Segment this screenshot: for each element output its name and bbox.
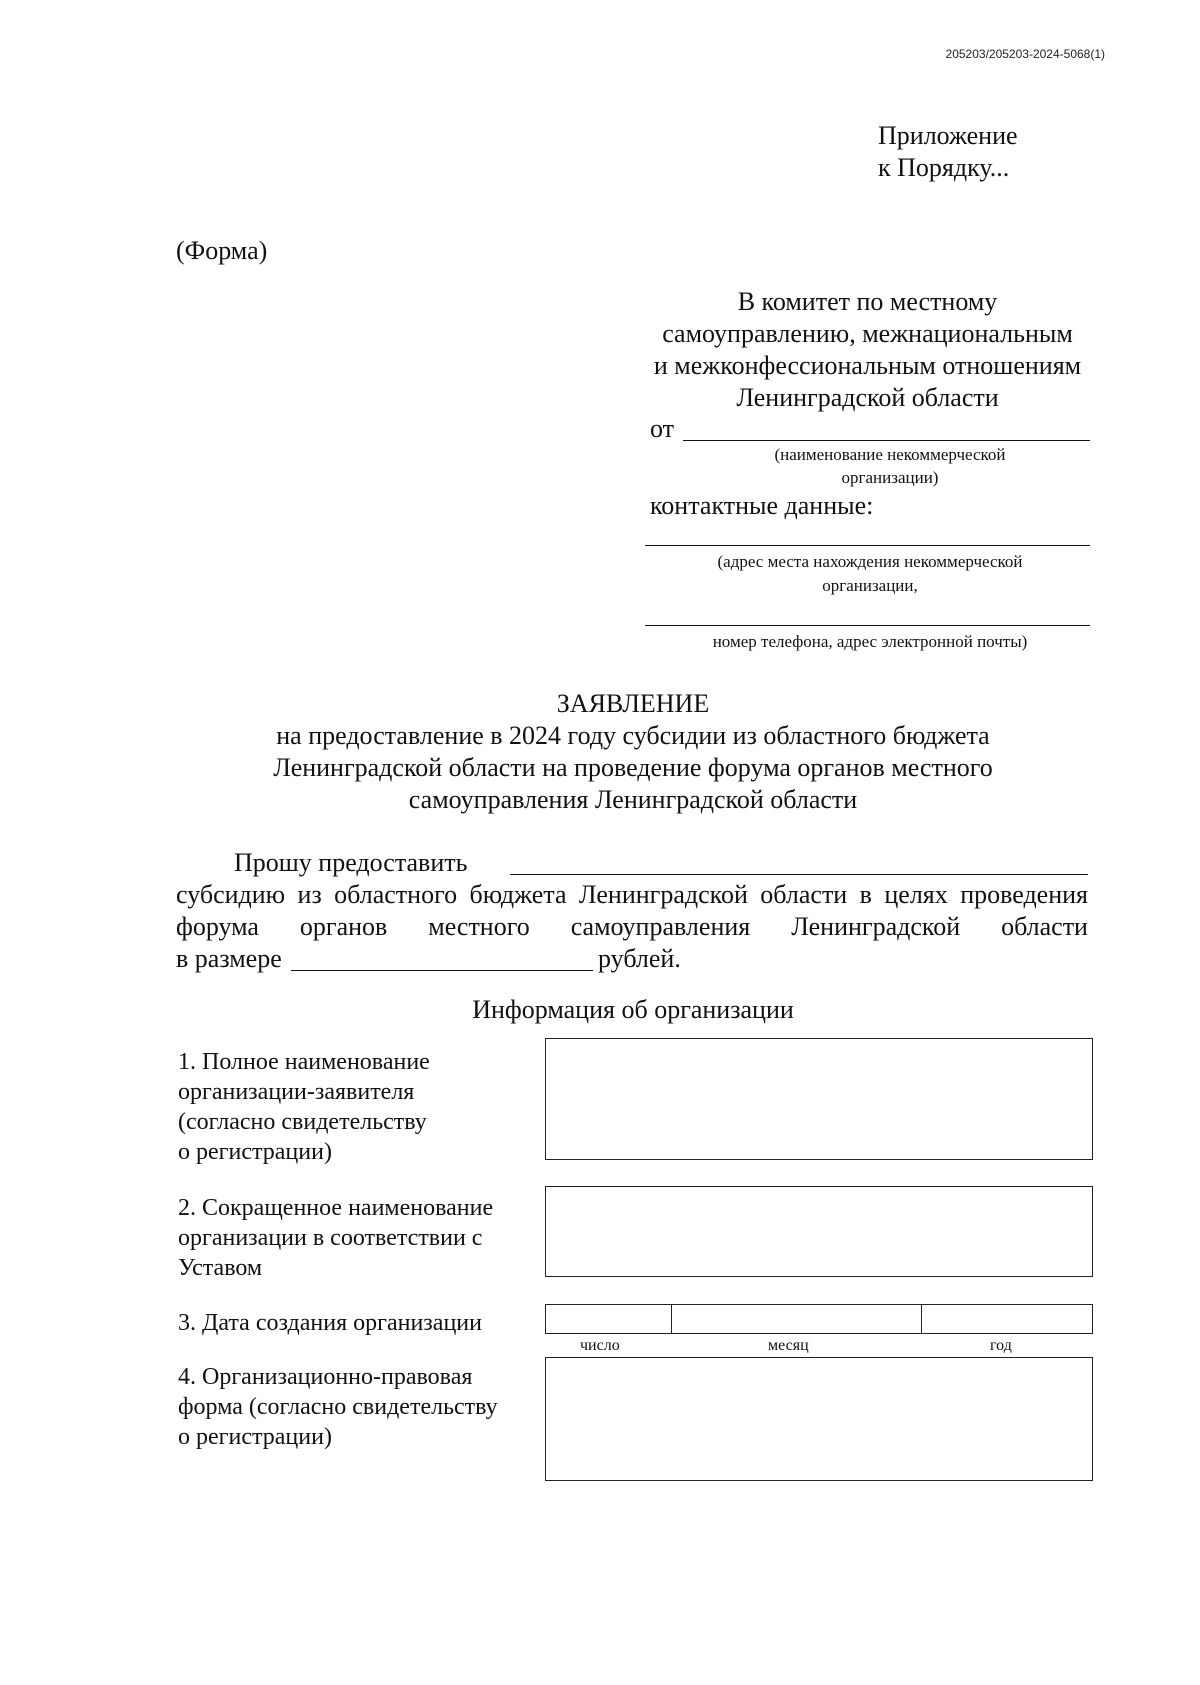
address-field[interactable]: [645, 545, 1090, 546]
request-text: субсидию из областного бюджета Ленинградской области в целях проведения: [176, 880, 1088, 909]
field-label: Уставом: [178, 1255, 263, 1281]
amount-prefix: в размере: [176, 944, 282, 973]
recipient-field[interactable]: [510, 874, 1088, 875]
from-label: от: [650, 414, 675, 443]
date-day-cell[interactable]: [546, 1305, 670, 1333]
org-name-hint: организации): [841, 468, 939, 487]
address-hint: организации,: [822, 576, 918, 595]
full-name-input[interactable]: [545, 1038, 1093, 1160]
request-word: Ленинградской: [791, 912, 961, 941]
addressee-line: и межконфессиональным отношениям: [653, 351, 1082, 380]
request-label: Прошу предоставить: [234, 848, 468, 877]
field-label: о регистрации): [178, 1139, 332, 1165]
request-word: местного: [428, 912, 530, 941]
field-label: 4. Организационно-правовая: [178, 1364, 473, 1390]
request-word: органов: [299, 912, 388, 941]
field-label: о регистрации): [178, 1424, 332, 1450]
request-text-justified: [176, 911, 1088, 943]
request-word: самоуправления: [570, 912, 751, 941]
date-year-cell[interactable]: [921, 1305, 1091, 1333]
phone-email-field[interactable]: [645, 625, 1090, 626]
date-day-label: число: [580, 1337, 620, 1354]
org-name-field[interactable]: [683, 440, 1090, 441]
field-label: 2. Сокращенное наименование: [178, 1195, 494, 1221]
amount-field[interactable]: [291, 970, 593, 971]
field-label: организации в соответствии с: [178, 1225, 483, 1251]
contacts-label: контактные данные:: [650, 491, 874, 520]
appendix-reference: к Порядку...: [878, 153, 1010, 182]
field-label: форма (согласно свидетельству: [178, 1394, 498, 1420]
document-subtitle: на предоставление в 2024 году субсидии из областного бюджета: [276, 721, 990, 750]
addressee-line: самоуправлению, межнациональным: [662, 319, 1073, 348]
request-word: области: [1001, 912, 1088, 941]
amount-suffix: рублей.: [598, 944, 681, 973]
field-label: 3. Дата создания организации: [178, 1310, 482, 1336]
phone-email-hint: номер телефона, адрес электронной почты): [712, 632, 1028, 651]
info-section-title: Информация об организации: [472, 995, 794, 1024]
document-subtitle: самоуправления Ленинградской области: [408, 785, 858, 814]
form-label: (Форма): [176, 236, 268, 265]
appendix-title: Приложение: [878, 121, 1018, 150]
short-name-input[interactable]: [545, 1186, 1093, 1277]
document-subtitle: Ленинградской области на проведение форума органов местного: [273, 753, 993, 782]
legal-form-input[interactable]: [545, 1357, 1093, 1481]
field-label: (согласно свидетельству: [178, 1109, 427, 1135]
addressee-line: Ленинградской области: [736, 383, 999, 412]
document-id: 205203/205203-2024-5068(1): [945, 47, 1105, 61]
date-month-label: месяц: [768, 1337, 809, 1354]
address-hint: (адрес места нахождения некоммерческой: [717, 552, 1023, 571]
date-year-label: год: [990, 1337, 1012, 1354]
date-month-cell[interactable]: [671, 1305, 920, 1333]
field-label: 1. Полное наименование: [178, 1049, 430, 1075]
request-word: форума: [176, 912, 259, 941]
document-heading: ЗАЯВЛЕНИЕ: [556, 689, 710, 718]
org-name-hint: (наименование некоммерческой: [774, 445, 1006, 464]
addressee-line: В комитет по местному: [737, 287, 998, 316]
field-label: организации-заявителя: [178, 1079, 415, 1105]
